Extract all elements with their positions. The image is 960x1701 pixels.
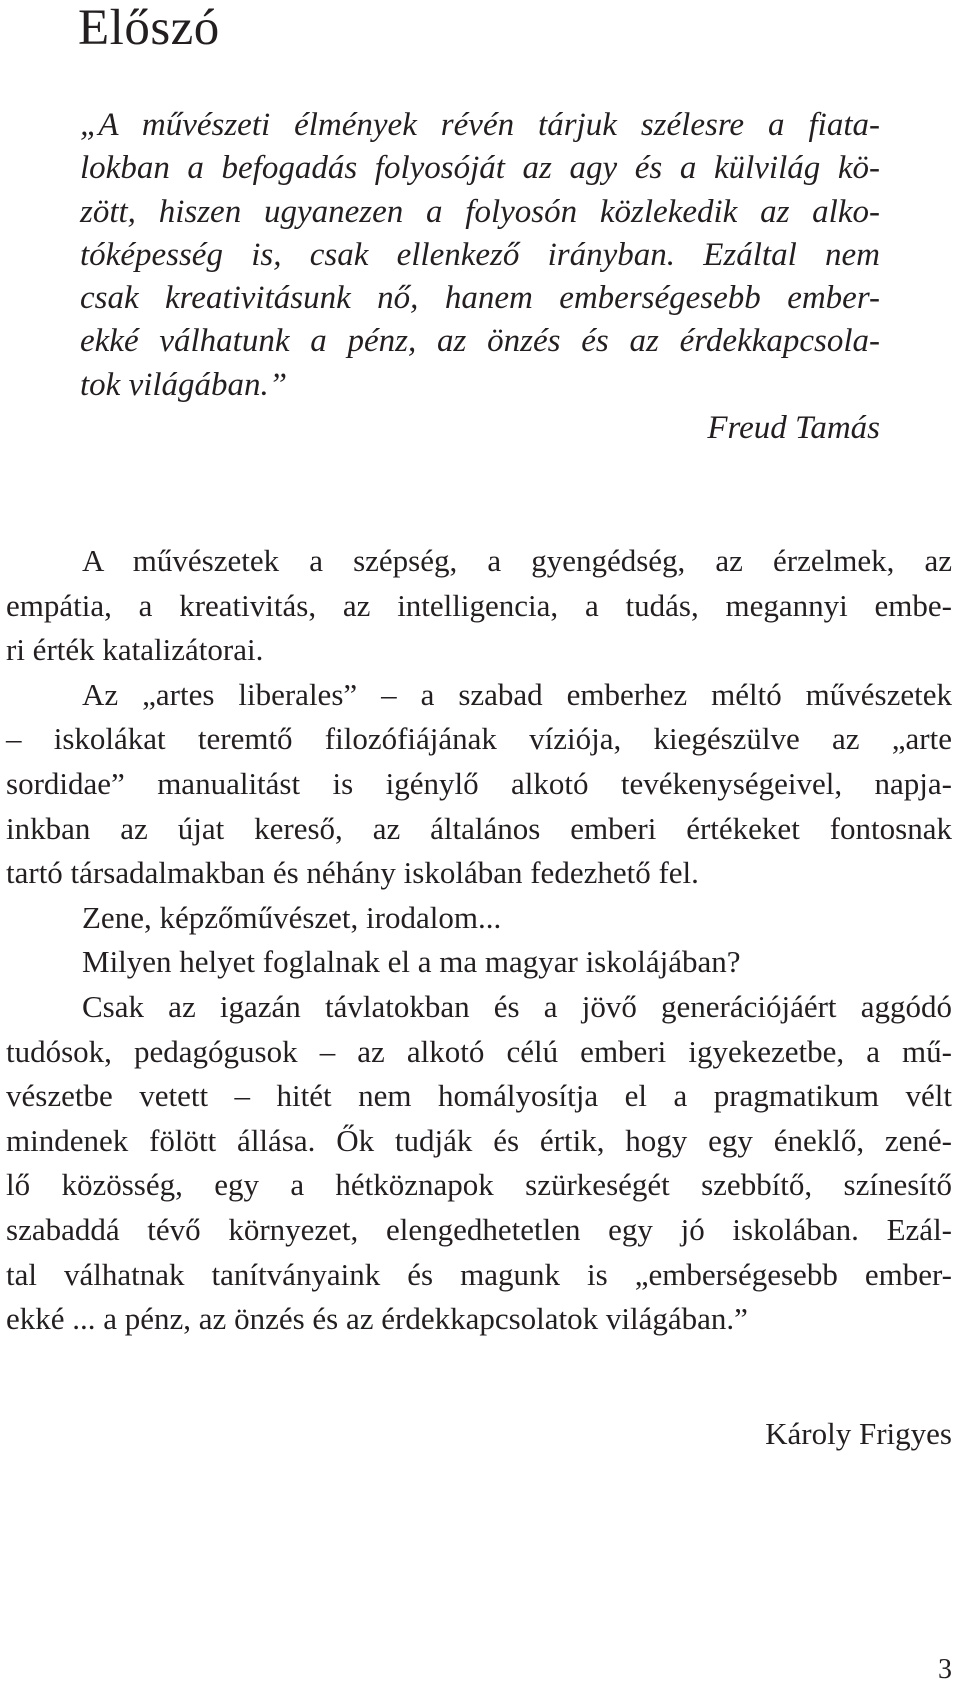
motto-line: lokban a befogadás folyosóját az agy és a külvilág kö- (80, 150, 880, 187)
body-line: Milyen helyet foglalnak el a ma magyar iskolájában? (82, 944, 741, 980)
body-line: empátia, a kreativitás, az intelligencia, a tudás, megannyi embe- (6, 587, 952, 623)
motto-line: „A művészeti élmények révén tárjuk szélesre a fiata- (80, 107, 880, 143)
motto-line: tóképesség is, csak ellenkező irányban. Ezáltal nem (80, 236, 880, 273)
body-line: vészetbe vetett – hitét nem homályosítja el a pragmatikum vélt (6, 1078, 952, 1114)
page-title: Előszó (78, 0, 220, 56)
motto-line: zött, hiszen ugyanezen a folyosón közlekedik az alko- (80, 193, 880, 230)
body-line: Zene, képzőművészet, irodalom... (82, 899, 502, 935)
body-line: lő közösség, egy a hétköznapok szürkeségét szebbítő, színesítő (6, 1167, 952, 1203)
body-line: – iskolákat teremtő filozófiájának víziója, kiegészülve az „arte (6, 721, 952, 757)
body-line: mindenek fölött állása. Ők tudják és értik, hogy egy éneklő, zené- (6, 1122, 952, 1158)
body-line: ri érték katalizátorai. (6, 632, 264, 668)
body-line: Az „artes liberales” – a szabad emberhez méltó művészetek (82, 676, 952, 712)
signature: Károly Frigyes (765, 1416, 952, 1451)
motto-line: tok világában.” (80, 366, 288, 403)
motto-quote (80, 104, 880, 407)
motto-line: ekké válhatunk a pénz, az önzés és az érdekkapcsola- (80, 323, 880, 360)
motto-line: csak kreativitásunk nő, hanem emberségesebb ember- (80, 280, 880, 317)
body-line: tartó társadalmakban és néhány iskolában fedezhető fel. (6, 855, 699, 891)
page-number: 3 (938, 1654, 952, 1685)
body-line: inkban az újat kereső, az általános emberi értékeket fontosnak (6, 810, 952, 846)
body-line: Csak az igazán távlatokban és a jövő generációjáért aggódó (82, 988, 952, 1024)
body-line: A művészetek a szépség, a gyengédség, az érzelmek, az (82, 543, 952, 578)
body-line: sordidae” manualitást is igénylő alkotó tevékenységeivel, napja- (6, 765, 952, 801)
body-line: ekké ... a pénz, az önzés és az érdekkapcsolatok világában.” (6, 1301, 748, 1337)
body-line: tudósok, pedagógusok – az alkotó célú emberi igyekezetbe, a mű- (6, 1033, 952, 1069)
body-line: szabaddá tévő környezet, elengedhetetlen egy jó iskolában. Ezál- (6, 1211, 952, 1247)
preface-body (6, 539, 952, 1342)
body-line: tal válhatnak tanítványaink és magunk is „emberségesebb ember- (6, 1256, 952, 1292)
motto-author: Freud Tamás (707, 410, 880, 446)
